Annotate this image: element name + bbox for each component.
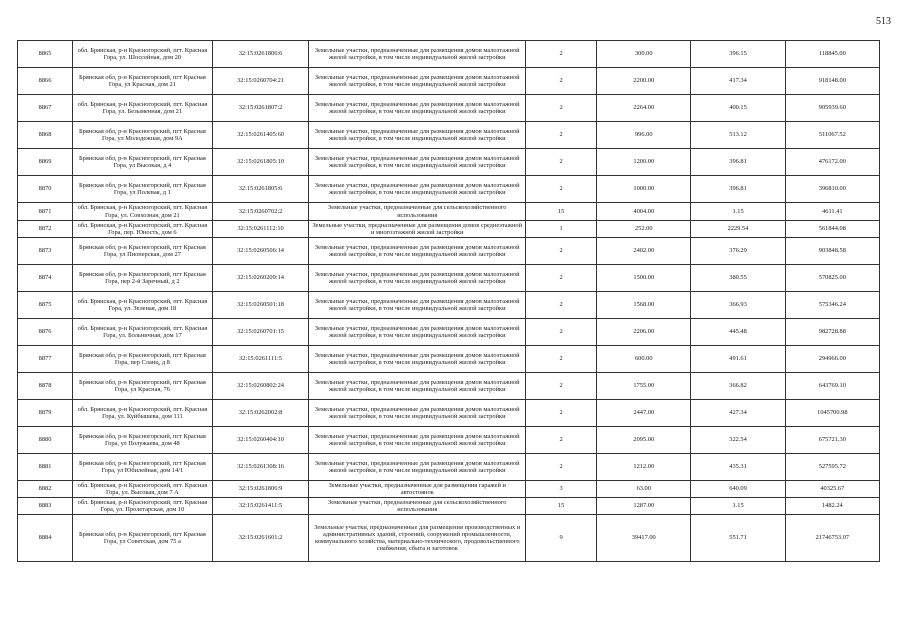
row-number: 8869 [18,149,73,176]
land-use-cell: Земельные участки, предназначенные для размещения производственных и административных зданий, строений, сооружений промышленности, коммунального хозяйства, материально-технического, продовольственного снабжения, сбыта и заготовок [309,515,526,562]
specific-value-cell: 417.34 [691,68,785,95]
cadastral-value-cell: 575346.24 [785,292,879,319]
specific-value-cell: 366.82 [691,373,785,400]
address-cell: обл. Брянская, р-н Красногорский, пгт. Красная Гора, ул. Куйбышева, дом 111 [73,400,213,427]
row-number: 8878 [18,373,73,400]
cadastral-number-cell: 32:15:0261405:60 [212,122,309,149]
cadastral-number-cell: 32:15:0260404:10 [212,427,309,454]
cadastral-number-cell: 32:15:0261308:16 [212,454,309,481]
address-cell: обл. Брянская, р-н Красногорский, пгт. Красная Гора, ул. Больничная, дом 17 [73,319,213,346]
land-use-cell: Земельные участки, предназначенные для размещения домов малоэтажной жилой застройки, в том числе индивидуальной жилой застройки [309,149,526,176]
cadastral-value-cell: 294966.00 [785,346,879,373]
cadastral-value-cell: 643769.10 [785,373,879,400]
area-cell: 1000.00 [597,176,691,203]
use-group-cell: 2 [526,265,597,292]
cadastral-value-table [17,40,880,562]
specific-value-cell: 322.54 [691,427,785,454]
use-group-cell: 2 [526,238,597,265]
row-number: 8872 [18,221,73,238]
row-number: 8877 [18,346,73,373]
row-number: 8866 [18,68,73,95]
use-group-cell: 2 [526,122,597,149]
table-row [18,41,880,68]
row-number: 8867 [18,95,73,122]
specific-value-cell: 376.29 [691,238,785,265]
address-cell: Брянская обл, р-н Красногорский, пгт Красная Гора, ул Советская, дом 75 а [73,515,213,562]
cadastral-value-cell: 527595.72 [785,454,879,481]
page-number: 513 [876,16,891,27]
land-use-cell: Земельные участки, предназначенные для размещения домов малоэтажной жилой застройки, в том числе индивидуальной жилой застройки [309,238,526,265]
area-cell: 1200.00 [597,149,691,176]
specific-value-cell: 445.48 [691,319,785,346]
specific-value-cell: 491.61 [691,346,785,373]
land-use-cell: Земельные участки, предназначенные для размещения домов малоэтажной жилой застройки, в том числе индивидуальной жилой застройки [309,95,526,122]
use-group-cell: 15 [526,203,597,221]
table-row [18,481,880,498]
table-body [18,41,880,562]
area-cell: 2447.00 [597,400,691,427]
use-group-cell: 1 [526,221,597,238]
land-use-cell: Земельные участки, предназначенные для размещения домов малоэтажной жилой застройки, в том числе индивидуальной жилой застройки [309,319,526,346]
cadastral-number-cell: 32:15:0261601:2 [212,515,309,562]
cadastral-value-cell: 561844.08 [785,221,879,238]
use-group-cell: 15 [526,498,597,515]
row-number: 8875 [18,292,73,319]
cadastral-number-cell: 32:15:0260701:15 [212,319,309,346]
address-cell: Брянская обл, р-н Красногорский, пгт Красная Гора, ул Полужаева, дом 48 [73,427,213,454]
land-use-cell: Земельные участки, предназначенные для размещения домов малоэтажной жилой застройки, в том числе индивидуальной жилой застройки [309,41,526,68]
land-use-cell: Земельные участки, предназначенные для размещения домов малоэтажной жилой застройки, в том числе индивидуальной жилой застройки [309,427,526,454]
area-cell: 1755.00 [597,373,691,400]
land-use-cell: Земельные участки, предназначенные для размещения домов малоэтажной жилой застройки, в том числе индивидуальной жилой застройки [309,292,526,319]
cadastral-value-cell: 396810.00 [785,176,879,203]
row-number: 8879 [18,400,73,427]
cadastral-value-cell: 675721.30 [785,427,879,454]
table-row [18,498,880,515]
land-use-cell: Земельные участки, предназначенные для размещения домов малоэтажной жилой застройки, в том числе индивидуальной жилой застройки [309,68,526,95]
area-cell: 996.00 [597,122,691,149]
specific-value-cell: 366.93 [691,292,785,319]
land-use-cell: Земельные участки, предназначенные для сельскохозяйственного использования [309,203,526,221]
cadastral-number-cell: 32:15:0260802:24 [212,373,309,400]
address-cell: Брянская обл, р-н Красногорский, пгт Красная Гора, пер Сланц, д 8 [73,346,213,373]
table-row [18,292,880,319]
table-row [18,319,880,346]
area-cell: 39417.00 [597,515,691,562]
address-cell: Брянская обл, р-н Красногорский, пгт Красная Гора, пер 2-й Заречный, д 2 [73,265,213,292]
use-group-cell: 2 [526,346,597,373]
table-row [18,427,880,454]
specific-value-cell: 640.09 [691,481,785,498]
land-use-cell: Земельные участки, предназначенные для размещения гаражей и автостоянок [309,481,526,498]
area-cell: 252.00 [597,221,691,238]
specific-value-cell: 513.12 [691,122,785,149]
specific-value-cell: 2229.54 [691,221,785,238]
cadastral-number-cell: 32:15:0260704:21 [212,68,309,95]
cadastral-value-cell: 4611.41 [785,203,879,221]
area-cell: 1287.00 [597,498,691,515]
address-cell: Брянская обл, р-н Красногорский, пгт Красная Гора, ул Юбилейная, дом 14/1 [73,454,213,481]
land-use-cell: Земельные участки, предназначенные для сельскохозяйственного использования [309,498,526,515]
table-row [18,221,880,238]
cadastral-value-cell: 1045700.98 [785,400,879,427]
specific-value-cell: 551.71 [691,515,785,562]
address-cell: обл. Брянская, р-н Красногорский, пгт. Красная Гора, ул. Шоссейная, дом 20 [73,41,213,68]
use-group-cell: 2 [526,373,597,400]
table-row [18,149,880,176]
area-cell: 2200.00 [597,68,691,95]
row-number: 8868 [18,122,73,149]
area-cell: 2095.00 [597,427,691,454]
specific-value-cell: 380.55 [691,265,785,292]
specific-value-cell: 1.15 [691,203,785,221]
cadastral-number-cell: 32:15:0260209:14 [212,265,309,292]
address-cell: Брянская обл, р-н Красногорский, пгт Красная Гора, ул Высокая, д 4 [73,149,213,176]
table-row [18,400,880,427]
cadastral-value-cell: 21746753.07 [785,515,879,562]
use-group-cell: 2 [526,427,597,454]
cadastral-number-cell: 32:15:0261806:6 [212,41,309,68]
specific-value-cell: 396.81 [691,176,785,203]
cadastral-value-cell: 905939.60 [785,95,879,122]
area-cell: 600.00 [597,346,691,373]
row-number: 8883 [18,498,73,515]
cadastral-number-cell: 32:15:0260501:18 [212,292,309,319]
cadastral-value-cell: 40325.67 [785,481,879,498]
specific-value-cell: 396.15 [691,41,785,68]
land-use-cell: Земельные участки, предназначенные для размещения домов малоэтажной жилой застройки, в том числе индивидуальной жилой застройки [309,176,526,203]
area-cell: 2402.00 [597,238,691,265]
address-cell: обл. Брянская, р-н Красногорский, пгт. Красная Гора, ул. Высокая, дом 7 А [73,481,213,498]
use-group-cell: 2 [526,319,597,346]
cadastral-value-cell: 476172.00 [785,149,879,176]
table-row [18,265,880,292]
land-use-cell: Земельные участки, предназначенные для размещения домов малоэтажной жилой застройки, в том числе индивидуальной жилой застройки [309,265,526,292]
address-cell: Брянская обл, р-н Красногорский, пгт Красная Гора, ул Молодежная, дом 9А [73,122,213,149]
use-group-cell: 3 [526,481,597,498]
use-group-cell: 9 [526,515,597,562]
area-cell: 2206.00 [597,319,691,346]
address-cell: обл. Брянская, р-н Красногорский, пгт. Красная Гора, ул. Совхозная, дом 21 [73,203,213,221]
land-use-cell: Земельные участки, предназначенные для размещения домов малоэтажной жилой застройки, в том числе индивидуальной жилой застройки [309,122,526,149]
area-cell: 4004.00 [597,203,691,221]
table-row [18,68,880,95]
cadastral-number-cell: 32:15:0260506:14 [212,238,309,265]
cadastral-value-cell: 511067.52 [785,122,879,149]
address-cell: обл. Брянская, р-н Красногорский, пгт. Красная Гора, ул. Зеленая, дом 18 [73,292,213,319]
cadastral-number-cell: 32:15:0261805:10 [212,149,309,176]
use-group-cell: 2 [526,149,597,176]
specific-value-cell: 1.15 [691,498,785,515]
cadastral-value-cell: 982728.88 [785,319,879,346]
row-number: 8876 [18,319,73,346]
row-number: 8874 [18,265,73,292]
area-cell: 2264.00 [597,95,691,122]
cadastral-number-cell: 32:15:0261111:5 [212,346,309,373]
use-group-cell: 2 [526,400,597,427]
specific-value-cell: 400.15 [691,95,785,122]
use-group-cell: 2 [526,292,597,319]
row-number: 8873 [18,238,73,265]
area-cell: 1568.00 [597,292,691,319]
table-row [18,346,880,373]
land-use-cell: Земельные участки, предназначенные для размещения домов малоэтажной жилой застройки, в том числе индивидуальной жилой застройки [309,373,526,400]
address-cell: Брянская обл, р-н Красногорский, пгт Красная Гора, ул Пионерская, дом 27 [73,238,213,265]
cadastral-number-cell: 32:15:0261805:6 [212,176,309,203]
cadastral-value-cell: 1482.24 [785,498,879,515]
row-number: 8871 [18,203,73,221]
use-group-cell: 2 [526,95,597,122]
row-number: 8880 [18,427,73,454]
specific-value-cell: 427.34 [691,400,785,427]
cadastral-value-cell: 118845.00 [785,41,879,68]
cadastral-number-cell: 32:15:0260702:2 [212,203,309,221]
cadastral-value-cell: 918148.00 [785,68,879,95]
area-cell: 1212.00 [597,454,691,481]
land-use-cell: Земельные участки, предназначенные для размещения домов малоэтажной жилой застройки, в том числе индивидуальной жилой застройки [309,346,526,373]
cadastral-number-cell: 32:15:0261806:9 [212,481,309,498]
address-cell: обл. Брянская, р-н Красногорский, пгт. Красная Гора, ул. Безыменная, дом 21 [73,95,213,122]
cadastral-number-cell: 32:15:0262002:8 [212,400,309,427]
land-use-cell: Земельные участки, предназначенные для размещения домов малоэтажной жилой застройки, в том числе индивидуальной жилой застройки [309,454,526,481]
row-number: 8881 [18,454,73,481]
use-group-cell: 2 [526,454,597,481]
area-cell: 63.00 [597,481,691,498]
cadastral-number-cell: 32:15:0261807:2 [212,95,309,122]
address-cell: Брянская обл, р-н Красногорский, пгт Красная Гора, ул Полевая, д 1 [73,176,213,203]
address-cell: Брянская обл, р-н Красногорский, пгт Красная Гора, ул Красная, 76 [73,373,213,400]
row-number: 8884 [18,515,73,562]
table-row [18,515,880,562]
table-row [18,203,880,221]
cadastral-value-cell: 570825.00 [785,265,879,292]
area-cell: 300.00 [597,41,691,68]
table-row [18,95,880,122]
specific-value-cell: 396.81 [691,149,785,176]
address-cell: обл. Брянская, р-н Красногорский, пгт. Красная Гора, пер. Юность, дом 6 [73,221,213,238]
land-use-cell: Земельные участки, предназначенные для размещения домов среднеэтажной и многоэтажной жилой застройки [309,221,526,238]
address-cell: обл. Брянская, р-н Красногорский, пгт. Красная Гора, ул. Пролетарская, дом 10 [73,498,213,515]
cadastral-value-cell: 903848.58 [785,238,879,265]
cadastral-number-cell: 32:15:0261411:5 [212,498,309,515]
table-row [18,122,880,149]
row-number: 8882 [18,481,73,498]
row-number: 8870 [18,176,73,203]
address-cell: Брянская обл, р-н Красногорский, пгт Красная Гора, ул Красная, дом 21 [73,68,213,95]
use-group-cell: 2 [526,68,597,95]
use-group-cell: 2 [526,176,597,203]
use-group-cell: 2 [526,41,597,68]
specific-value-cell: 435.31 [691,454,785,481]
row-number: 8865 [18,41,73,68]
area-cell: 1500.00 [597,265,691,292]
cadastral-number-cell: 32:15:0261112:10 [212,221,309,238]
land-use-cell: Земельные участки, предназначенные для размещения домов малоэтажной жилой застройки, в том числе индивидуальной жилой застройки [309,400,526,427]
table-row [18,238,880,265]
table-row [18,373,880,400]
table-row [18,454,880,481]
table-row [18,176,880,203]
